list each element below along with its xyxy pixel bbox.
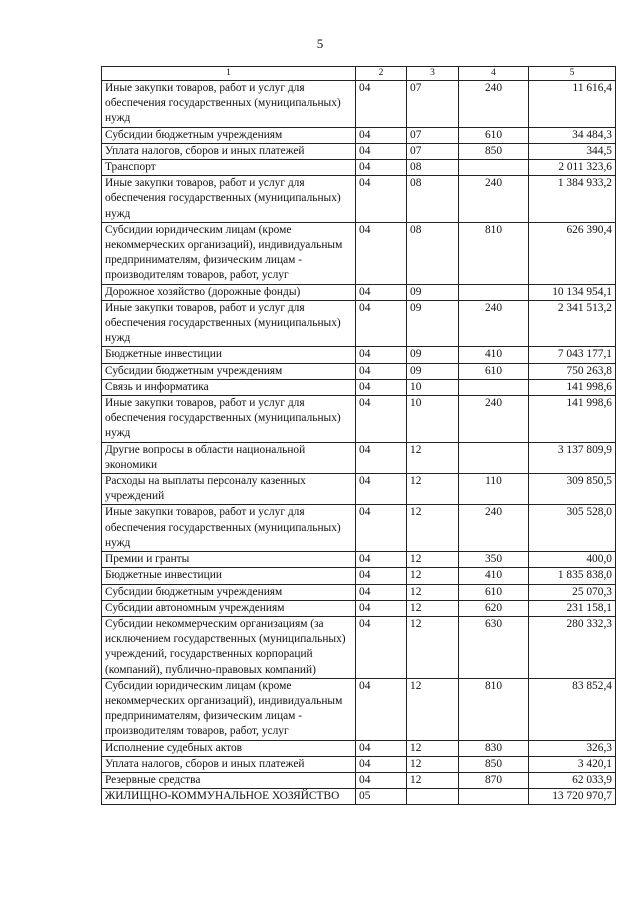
expense-type-cell xyxy=(459,789,529,805)
amount-cell: 141 998,6 xyxy=(529,396,616,443)
row-name-cell: Субсидии бюджетным учреждениям xyxy=(102,363,356,379)
table-header-row xyxy=(102,67,616,81)
section-code-cell: 04 xyxy=(356,442,407,473)
section-code-cell: 04 xyxy=(356,160,407,176)
amount-cell: 626 390,4 xyxy=(529,222,616,284)
subsection-code-cell: 09 xyxy=(407,347,459,363)
column-header: 4 xyxy=(459,67,529,81)
table-row xyxy=(102,363,616,379)
amount-cell: 10 134 954,1 xyxy=(529,284,616,300)
row-name-cell: Расходы на выплаты персоналу казенных учреждений xyxy=(102,474,356,505)
subsection-code-cell: 09 xyxy=(407,284,459,300)
subsection-code-cell: 12 xyxy=(407,442,459,473)
section-code-cell: 04 xyxy=(356,284,407,300)
amount-cell: 2 011 323,6 xyxy=(529,160,616,176)
table-row xyxy=(102,160,616,176)
row-name-cell: Иные закупки товаров, работ и услуг для обеспечения государственных (муниципальных) нужд xyxy=(102,176,356,223)
subsection-code-cell: 12 xyxy=(407,616,459,678)
table-row xyxy=(102,505,616,552)
row-name-cell: Субсидии бюджетным учреждениям xyxy=(102,584,356,600)
subsection-code-cell: 12 xyxy=(407,600,459,616)
table-row xyxy=(102,143,616,159)
amount-cell: 25 070,3 xyxy=(529,584,616,600)
table-row xyxy=(102,616,616,678)
amount-cell: 83 852,4 xyxy=(529,678,616,740)
amount-cell: 34 484,3 xyxy=(529,127,616,143)
section-code-cell: 04 xyxy=(356,584,407,600)
subsection-code-cell: 12 xyxy=(407,584,459,600)
row-name-cell: Субсидии юридическим лицам (кроме некоммерческих организаций), индивидуальным предпринимателям, физическим лицам - производителям товаров, работ, услуг xyxy=(102,222,356,284)
row-name-cell: Дорожное хозяйство (дорожные фонды) xyxy=(102,284,356,300)
expense-type-cell: 870 xyxy=(459,772,529,788)
row-name-cell: Субсидии автономным учреждениям xyxy=(102,600,356,616)
section-code-cell: 04 xyxy=(356,740,407,756)
subsection-code-cell: 12 xyxy=(407,568,459,584)
column-header: 5 xyxy=(529,67,616,81)
expense-type-cell: 240 xyxy=(459,396,529,443)
amount-cell: 309 850,5 xyxy=(529,474,616,505)
section-code-cell: 04 xyxy=(356,756,407,772)
table-row xyxy=(102,600,616,616)
subsection-code-cell: 12 xyxy=(407,756,459,772)
subsection-code-cell: 07 xyxy=(407,81,459,128)
table-row xyxy=(102,284,616,300)
column-header: 3 xyxy=(407,67,459,81)
row-name-cell: Субсидии некоммерческим организациям (за исключением государственных (муниципальных) учреждений, государственных корпораций (компаний), публично-правовых компаний) xyxy=(102,616,356,678)
section-code-cell: 05 xyxy=(356,789,407,805)
subsection-code-cell: 08 xyxy=(407,222,459,284)
amount-cell: 750 263,8 xyxy=(529,363,616,379)
row-name-cell: Связь и информатика xyxy=(102,379,356,395)
expense-type-cell: 240 xyxy=(459,81,529,128)
row-name-cell: Субсидии юридическим лицам (кроме некоммерческих организаций), индивидуальным предпринимателям, физическим лицам - производителям товаров, работ, услуг xyxy=(102,678,356,740)
subsection-code-cell xyxy=(407,789,459,805)
table-row xyxy=(102,379,616,395)
section-code-cell: 04 xyxy=(356,678,407,740)
row-name-cell: Транспорт xyxy=(102,160,356,176)
section-code-cell: 04 xyxy=(356,347,407,363)
section-code-cell: 04 xyxy=(356,396,407,443)
table-row xyxy=(102,396,616,443)
expense-type-cell xyxy=(459,284,529,300)
expense-type-cell: 610 xyxy=(459,584,529,600)
expense-type-cell: 610 xyxy=(459,363,529,379)
row-name-cell: Иные закупки товаров, работ и услуг для обеспечения государственных (муниципальных) нужд xyxy=(102,396,356,443)
row-name-cell: Исполнение судебных актов xyxy=(102,740,356,756)
row-name-cell: Субсидии бюджетным учреждениям xyxy=(102,127,356,143)
amount-cell: 305 528,0 xyxy=(529,505,616,552)
expense-type-cell: 810 xyxy=(459,678,529,740)
amount-cell: 400,0 xyxy=(529,552,616,568)
section-code-cell: 04 xyxy=(356,552,407,568)
expense-type-cell: 610 xyxy=(459,127,529,143)
column-header: 2 xyxy=(356,67,407,81)
section-code-cell: 04 xyxy=(356,222,407,284)
section-code-cell: 04 xyxy=(356,474,407,505)
amount-cell: 13 720 970,7 xyxy=(529,789,616,805)
amount-cell: 231 158,1 xyxy=(529,600,616,616)
amount-cell: 326,3 xyxy=(529,740,616,756)
table-row xyxy=(102,772,616,788)
row-name-cell: Иные закупки товаров, работ и услуг для обеспечения государственных (муниципальных) нужд xyxy=(102,300,356,347)
subsection-code-cell: 09 xyxy=(407,363,459,379)
amount-cell: 344,5 xyxy=(529,143,616,159)
table-row xyxy=(102,127,616,143)
table-row xyxy=(102,740,616,756)
section-code-cell: 04 xyxy=(356,379,407,395)
subsection-code-cell: 10 xyxy=(407,379,459,395)
table-row xyxy=(102,789,616,805)
expense-type-cell: 850 xyxy=(459,143,529,159)
section-code-cell: 04 xyxy=(356,772,407,788)
row-name-cell: Уплата налогов, сборов и иных платежей xyxy=(102,143,356,159)
section-code-cell: 04 xyxy=(356,127,407,143)
amount-cell: 7 043 177,1 xyxy=(529,347,616,363)
table-row xyxy=(102,176,616,223)
table-row xyxy=(102,222,616,284)
section-code-cell: 04 xyxy=(356,505,407,552)
subsection-code-cell: 12 xyxy=(407,678,459,740)
subsection-code-cell: 07 xyxy=(407,127,459,143)
section-code-cell: 04 xyxy=(356,600,407,616)
subsection-code-cell: 08 xyxy=(407,160,459,176)
expense-type-cell: 830 xyxy=(459,740,529,756)
table-row xyxy=(102,81,616,128)
subsection-code-cell: 12 xyxy=(407,552,459,568)
table-row xyxy=(102,552,616,568)
subsection-code-cell: 12 xyxy=(407,474,459,505)
row-name-cell: Уплата налогов, сборов и иных платежей xyxy=(102,756,356,772)
amount-cell: 280 332,3 xyxy=(529,616,616,678)
section-code-cell: 04 xyxy=(356,143,407,159)
expense-type-cell: 410 xyxy=(459,568,529,584)
amount-cell: 1 384 933,2 xyxy=(529,176,616,223)
subsection-code-cell: 12 xyxy=(407,740,459,756)
section-code-cell: 04 xyxy=(356,363,407,379)
subsection-code-cell: 08 xyxy=(407,176,459,223)
table-row xyxy=(102,347,616,363)
row-name-cell: Бюджетные инвестиции xyxy=(102,568,356,584)
expense-type-cell: 110 xyxy=(459,474,529,505)
column-header: 1 xyxy=(102,67,356,81)
subsection-code-cell: 09 xyxy=(407,300,459,347)
row-name-cell: ЖИЛИЩНО-КОММУНАЛЬНОЕ ХОЗЯЙСТВО xyxy=(102,789,356,805)
row-name-cell: Премии и гранты xyxy=(102,552,356,568)
row-name-cell: Резервные средства xyxy=(102,772,356,788)
table-row xyxy=(102,442,616,473)
subsection-code-cell: 12 xyxy=(407,505,459,552)
subsection-code-cell: 10 xyxy=(407,396,459,443)
subsection-code-cell: 07 xyxy=(407,143,459,159)
expense-type-cell: 630 xyxy=(459,616,529,678)
amount-cell: 11 616,4 xyxy=(529,81,616,128)
row-name-cell: Бюджетные инвестиции xyxy=(102,347,356,363)
expense-type-cell: 810 xyxy=(459,222,529,284)
expense-type-cell: 240 xyxy=(459,176,529,223)
table-row xyxy=(102,474,616,505)
table-row xyxy=(102,678,616,740)
expense-type-cell xyxy=(459,160,529,176)
row-name-cell: Иные закупки товаров, работ и услуг для обеспечения государственных (муниципальных) нужд xyxy=(102,81,356,128)
expense-type-cell: 240 xyxy=(459,505,529,552)
section-code-cell: 04 xyxy=(356,176,407,223)
section-code-cell: 04 xyxy=(356,568,407,584)
page-number: 5 xyxy=(316,36,324,51)
table-row xyxy=(102,300,616,347)
budget-table xyxy=(101,66,616,805)
expense-type-cell: 410 xyxy=(459,347,529,363)
amount-cell: 62 033,9 xyxy=(529,772,616,788)
amount-cell: 2 341 513,2 xyxy=(529,300,616,347)
table-row xyxy=(102,584,616,600)
expense-type-cell xyxy=(459,442,529,473)
expense-type-cell: 850 xyxy=(459,756,529,772)
section-code-cell: 04 xyxy=(356,300,407,347)
expense-type-cell: 240 xyxy=(459,300,529,347)
row-name-cell: Иные закупки товаров, работ и услуг для обеспечения государственных (муниципальных) нужд xyxy=(102,505,356,552)
amount-cell: 141 998,6 xyxy=(529,379,616,395)
expense-type-cell: 620 xyxy=(459,600,529,616)
section-code-cell: 04 xyxy=(356,616,407,678)
table-row xyxy=(102,568,616,584)
expense-type-cell: 350 xyxy=(459,552,529,568)
expense-type-cell xyxy=(459,379,529,395)
section-code-cell: 04 xyxy=(356,81,407,128)
table-row xyxy=(102,756,616,772)
subsection-code-cell: 12 xyxy=(407,772,459,788)
amount-cell: 1 835 838,0 xyxy=(529,568,616,584)
amount-cell: 3 420,1 xyxy=(529,756,616,772)
amount-cell: 3 137 809,9 xyxy=(529,442,616,473)
row-name-cell: Другие вопросы в области национальной экономики xyxy=(102,442,356,473)
